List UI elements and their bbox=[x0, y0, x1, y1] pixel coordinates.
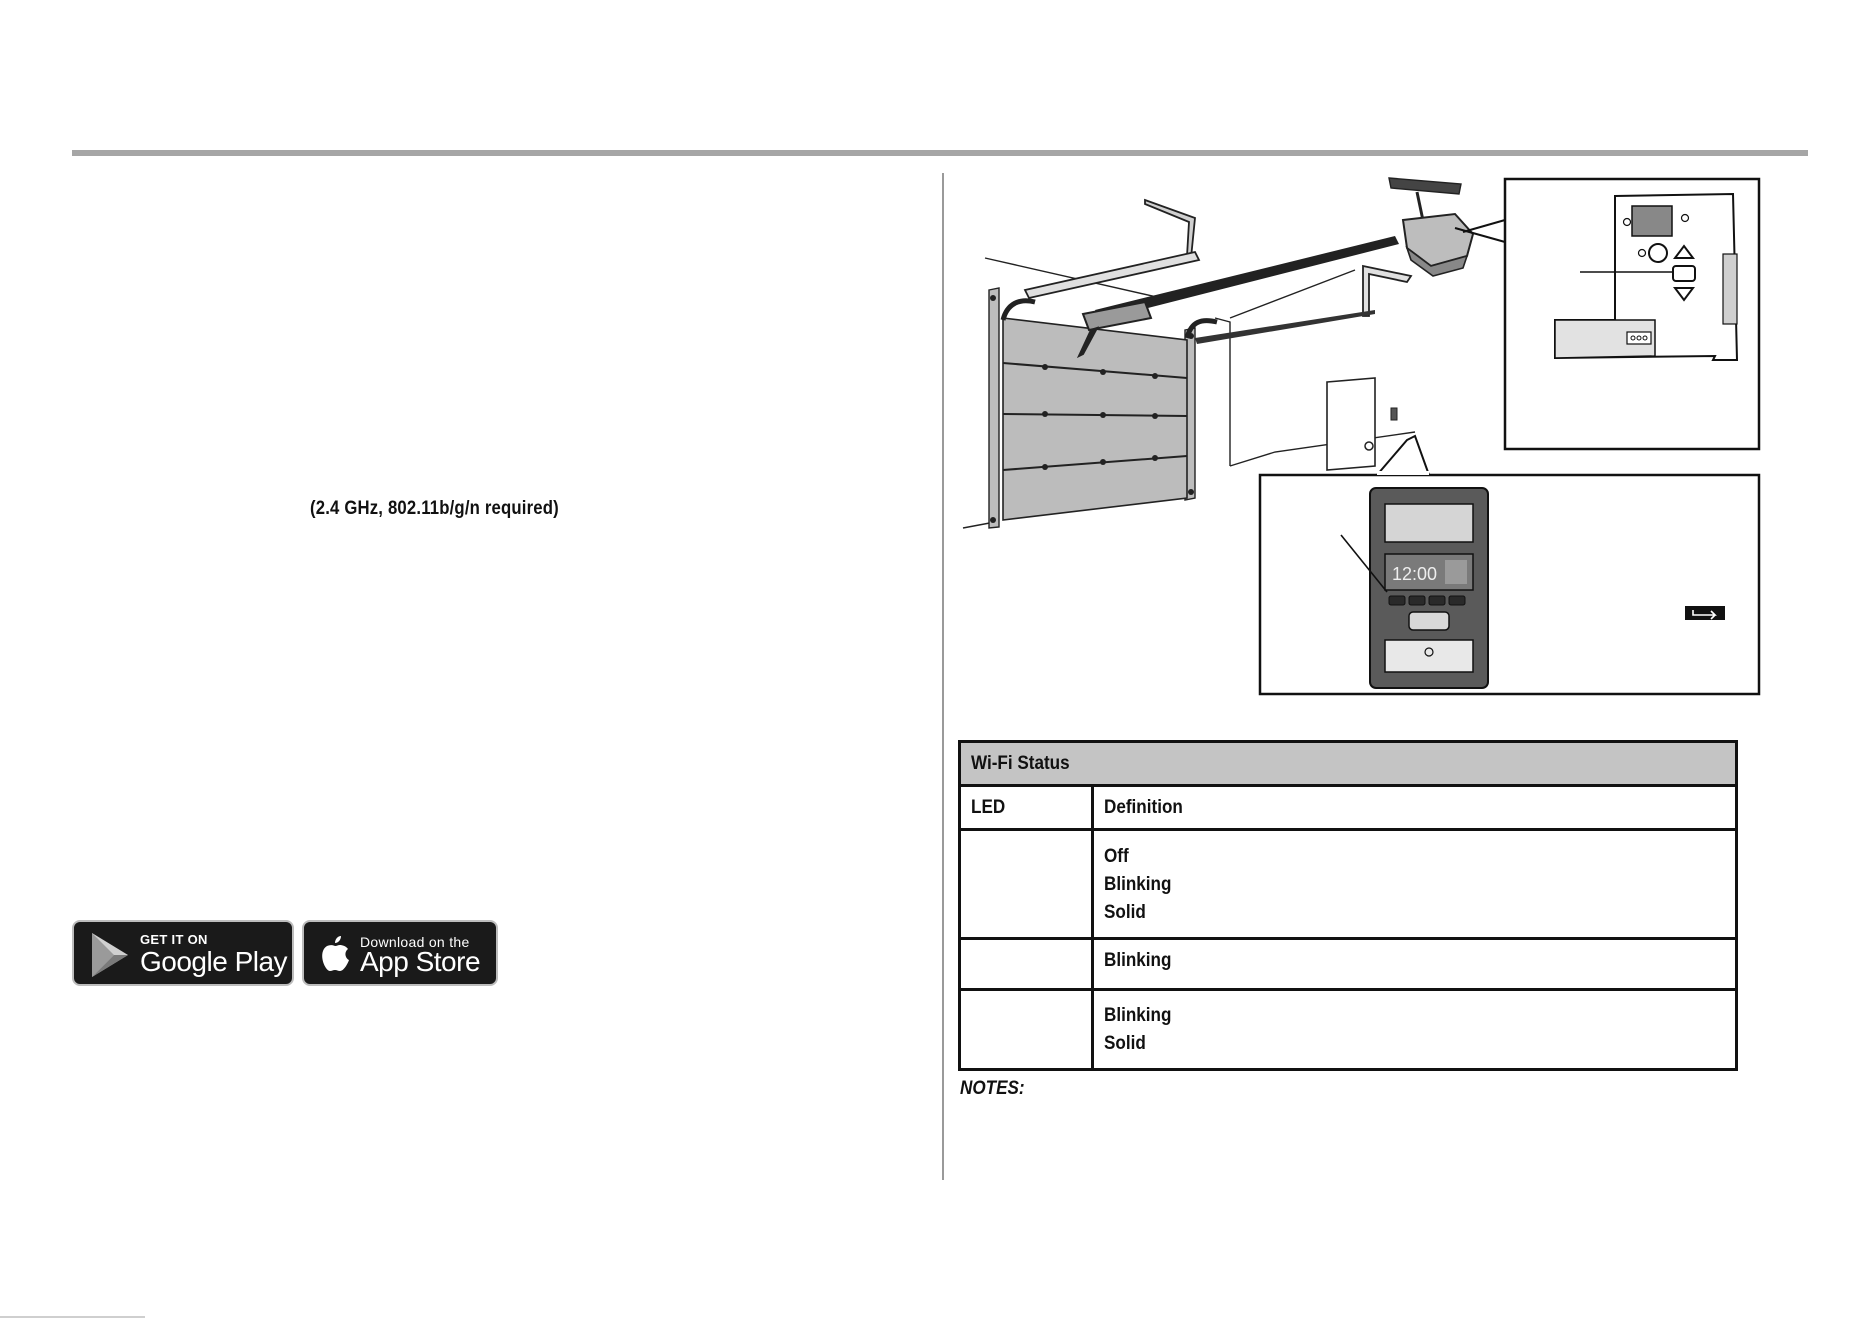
opener-motor-unit bbox=[1389, 178, 1473, 276]
garage-opener-illustration bbox=[955, 170, 1775, 710]
table-title: Wi-Fi Status bbox=[971, 752, 1070, 774]
app-store-badge[interactable] bbox=[302, 920, 498, 986]
col-header-led: LED bbox=[960, 786, 1093, 830]
footer-mark bbox=[0, 1316, 145, 1318]
notes-label: NOTES: bbox=[960, 1078, 1025, 1099]
col-header-definition: Definition bbox=[1093, 786, 1737, 830]
led-cell bbox=[960, 939, 1093, 990]
opener-control-panel-inset bbox=[1455, 179, 1759, 449]
house-door bbox=[1327, 378, 1397, 470]
opener-rail bbox=[1095, 236, 1399, 344]
top-rule bbox=[72, 150, 1808, 156]
table-row bbox=[960, 990, 1737, 1070]
google-play-small-text: GET IT ON bbox=[140, 932, 208, 947]
wall-control-inset bbox=[1260, 436, 1759, 694]
wifi-status-table bbox=[958, 740, 1738, 1071]
table-title-cell bbox=[960, 742, 1737, 786]
app-store-big-text: App Store bbox=[360, 946, 481, 977]
google-play-badge[interactable] bbox=[72, 920, 294, 986]
definition-cell: Blinking bbox=[1093, 939, 1737, 990]
column-divider bbox=[942, 173, 944, 1180]
apple-icon bbox=[318, 934, 352, 974]
wall-control-clock: 12:00 bbox=[1392, 564, 1438, 584]
table-row bbox=[960, 939, 1737, 990]
google-play-icon bbox=[88, 931, 132, 979]
definition-cell: Off Blinking Solid bbox=[1093, 830, 1737, 939]
definition-cell: Blinking Solid bbox=[1093, 990, 1737, 1070]
led-cell bbox=[960, 990, 1093, 1070]
network-requirement: (2.4 GHz, 802.11b/g/n required) bbox=[310, 498, 559, 519]
app-store-small-text: Download on the bbox=[360, 934, 470, 950]
led-cell bbox=[960, 830, 1093, 939]
google-play-big-text: Google Play bbox=[140, 946, 288, 977]
table-row bbox=[960, 830, 1737, 939]
